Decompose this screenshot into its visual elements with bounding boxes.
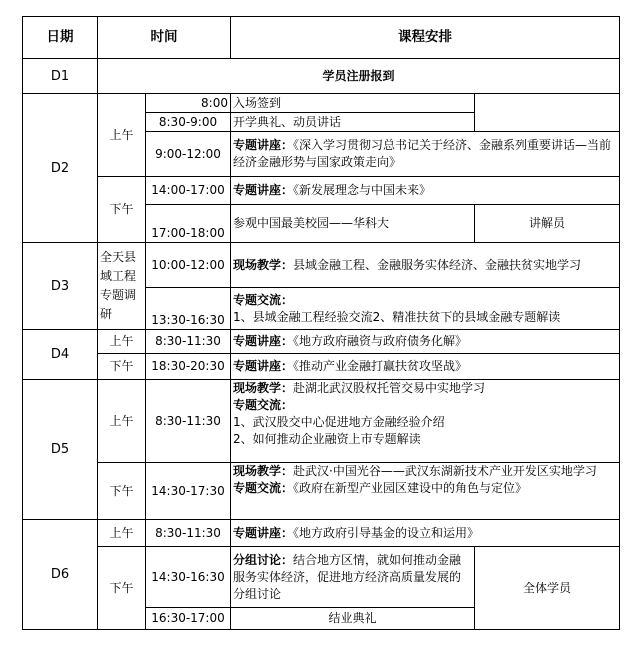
time-cell: 8:00 (146, 94, 231, 113)
time-cell: 14:00-17:00 (146, 177, 231, 205)
course-cell: 学员注册报到 (98, 59, 620, 94)
table-row (23, 463, 620, 520)
course-cell (231, 330, 620, 354)
time-cell: 14:30-16:30 (146, 547, 231, 608)
course-label: 专题交流： (233, 292, 294, 307)
course-label: 现场教学： (233, 257, 294, 272)
header-date: 日期 (23, 17, 98, 59)
period-cell: 下午 (98, 177, 146, 243)
time-cell: 9:00-12:00 (146, 132, 231, 177)
course-cell: 开学典礼、动员讲话 (231, 113, 475, 132)
period-cell: 上午 (98, 330, 146, 354)
period-cell: 下午 (98, 547, 146, 630)
period-cell: 上午 (98, 94, 146, 177)
course-title: 《深入学习贯彻习总书记关于经济、金融系列重要讲话—当前经济金融形势与国家政策走向》 (233, 138, 612, 169)
course-cell: 参观中国最美校园——华科大 (231, 205, 475, 243)
header-row (23, 17, 620, 59)
course-label: 专题讲座： (233, 525, 294, 540)
table-row (23, 380, 620, 463)
day-cell: D6 (23, 520, 98, 630)
empty-cell (475, 94, 620, 132)
period-cell: 下午 (98, 354, 146, 380)
course-cell (231, 177, 620, 205)
time-cell: 17:00-18:00 (146, 205, 231, 243)
time-cell: 8:30-11:30 (146, 330, 231, 354)
table-row (23, 354, 620, 380)
course-title: 赴湖北武汉股权托管交易中实地学习 (293, 381, 486, 395)
period-cell: 上午 (98, 520, 146, 547)
course-cell: 结业典礼 (231, 608, 475, 630)
period-cell: 下午 (98, 463, 146, 520)
course-label: 专题交流： (233, 398, 294, 412)
course-label: 分组讨论： (233, 552, 294, 567)
course-cell (231, 520, 620, 547)
course-label: 现场教学： (233, 381, 294, 395)
course-line: 2、如何推动企业融资上市专题解读 (233, 432, 421, 446)
table-row (23, 520, 620, 547)
course-line: 1、武汉股交中心促进地方金融经验介绍 (233, 415, 445, 429)
time-cell: 10:00-12:00 (146, 243, 231, 288)
period-cell: 全天县域工程专题调研 (98, 243, 146, 330)
course-title: 《推动产业金融打赢扶贫攻坚战》 (293, 359, 468, 373)
course-cell (231, 243, 620, 288)
header-course: 课程安排 (231, 17, 620, 59)
course-title: 《地方政府融资与政府债务化解》 (293, 334, 468, 348)
time-cell: 8:30-9:00 (146, 113, 231, 132)
course-cell (231, 288, 620, 330)
course-cell (231, 132, 620, 177)
period-cell: 上午 (98, 380, 146, 463)
course-title: 1、县域金融工程经验交流2、精准扶贫下的县域金融专题解读 (233, 309, 561, 324)
course-title: 县域金融工程、金融服务实体经济、金融扶贫实地学习 (293, 257, 582, 272)
course-line (233, 480, 617, 497)
course-cell (231, 463, 620, 520)
table-row (23, 330, 620, 354)
course-label: 现场教学： (233, 464, 294, 478)
course-title: 《地方政府引导基金的设立和运用》 (293, 525, 480, 540)
extra-cell: 讲解员 (475, 205, 620, 243)
course-cell (231, 380, 620, 463)
course-label: 专题讲座： (233, 334, 294, 348)
course-cell (231, 547, 475, 608)
course-label: 专题讲座： (233, 138, 294, 152)
header-time: 时间 (98, 17, 231, 59)
extra-cell: 全体学员 (475, 547, 620, 630)
course-title: 结合地方区情，就如何推动金融服务实体经济，促进地方经济高质量发展的分组讨论 (233, 552, 462, 601)
time-cell: 8:30-11:30 (146, 520, 231, 547)
course-schedule-table (22, 16, 620, 630)
time-cell: 14:30-17:30 (146, 463, 231, 520)
table-row (23, 547, 620, 608)
course-label: 专题讲座： (233, 183, 294, 197)
course-cell (231, 354, 620, 380)
course-label: 专题讲座： (233, 359, 294, 373)
table-row (23, 59, 620, 94)
course-cell: 入场签到 (231, 94, 475, 113)
course-title: 《政府在新型产业园区建设中的角色与定位》 (293, 481, 528, 495)
day-cell: D5 (23, 380, 98, 520)
course-title: 《新发展理念与中国未来》 (293, 183, 432, 197)
table-row (23, 94, 620, 113)
time-cell: 8:30-11:30 (146, 380, 231, 463)
day-cell: D4 (23, 330, 98, 380)
table-row (23, 243, 620, 288)
course-line (233, 463, 617, 480)
time-cell: 18:30-20:30 (146, 354, 231, 380)
day-cell: D2 (23, 94, 98, 243)
day-cell: D1 (23, 59, 98, 94)
time-cell: 13:30-16:30 (146, 288, 231, 330)
day-cell: D3 (23, 243, 98, 330)
time-cell: 16:30-17:00 (146, 608, 231, 630)
course-title: 赴武汉·中国光谷——武汉东湖新技术产业开发区实地学习 (293, 464, 597, 478)
table-row (23, 177, 620, 205)
course-label: 专题交流： (233, 481, 294, 495)
course-line (233, 380, 617, 397)
